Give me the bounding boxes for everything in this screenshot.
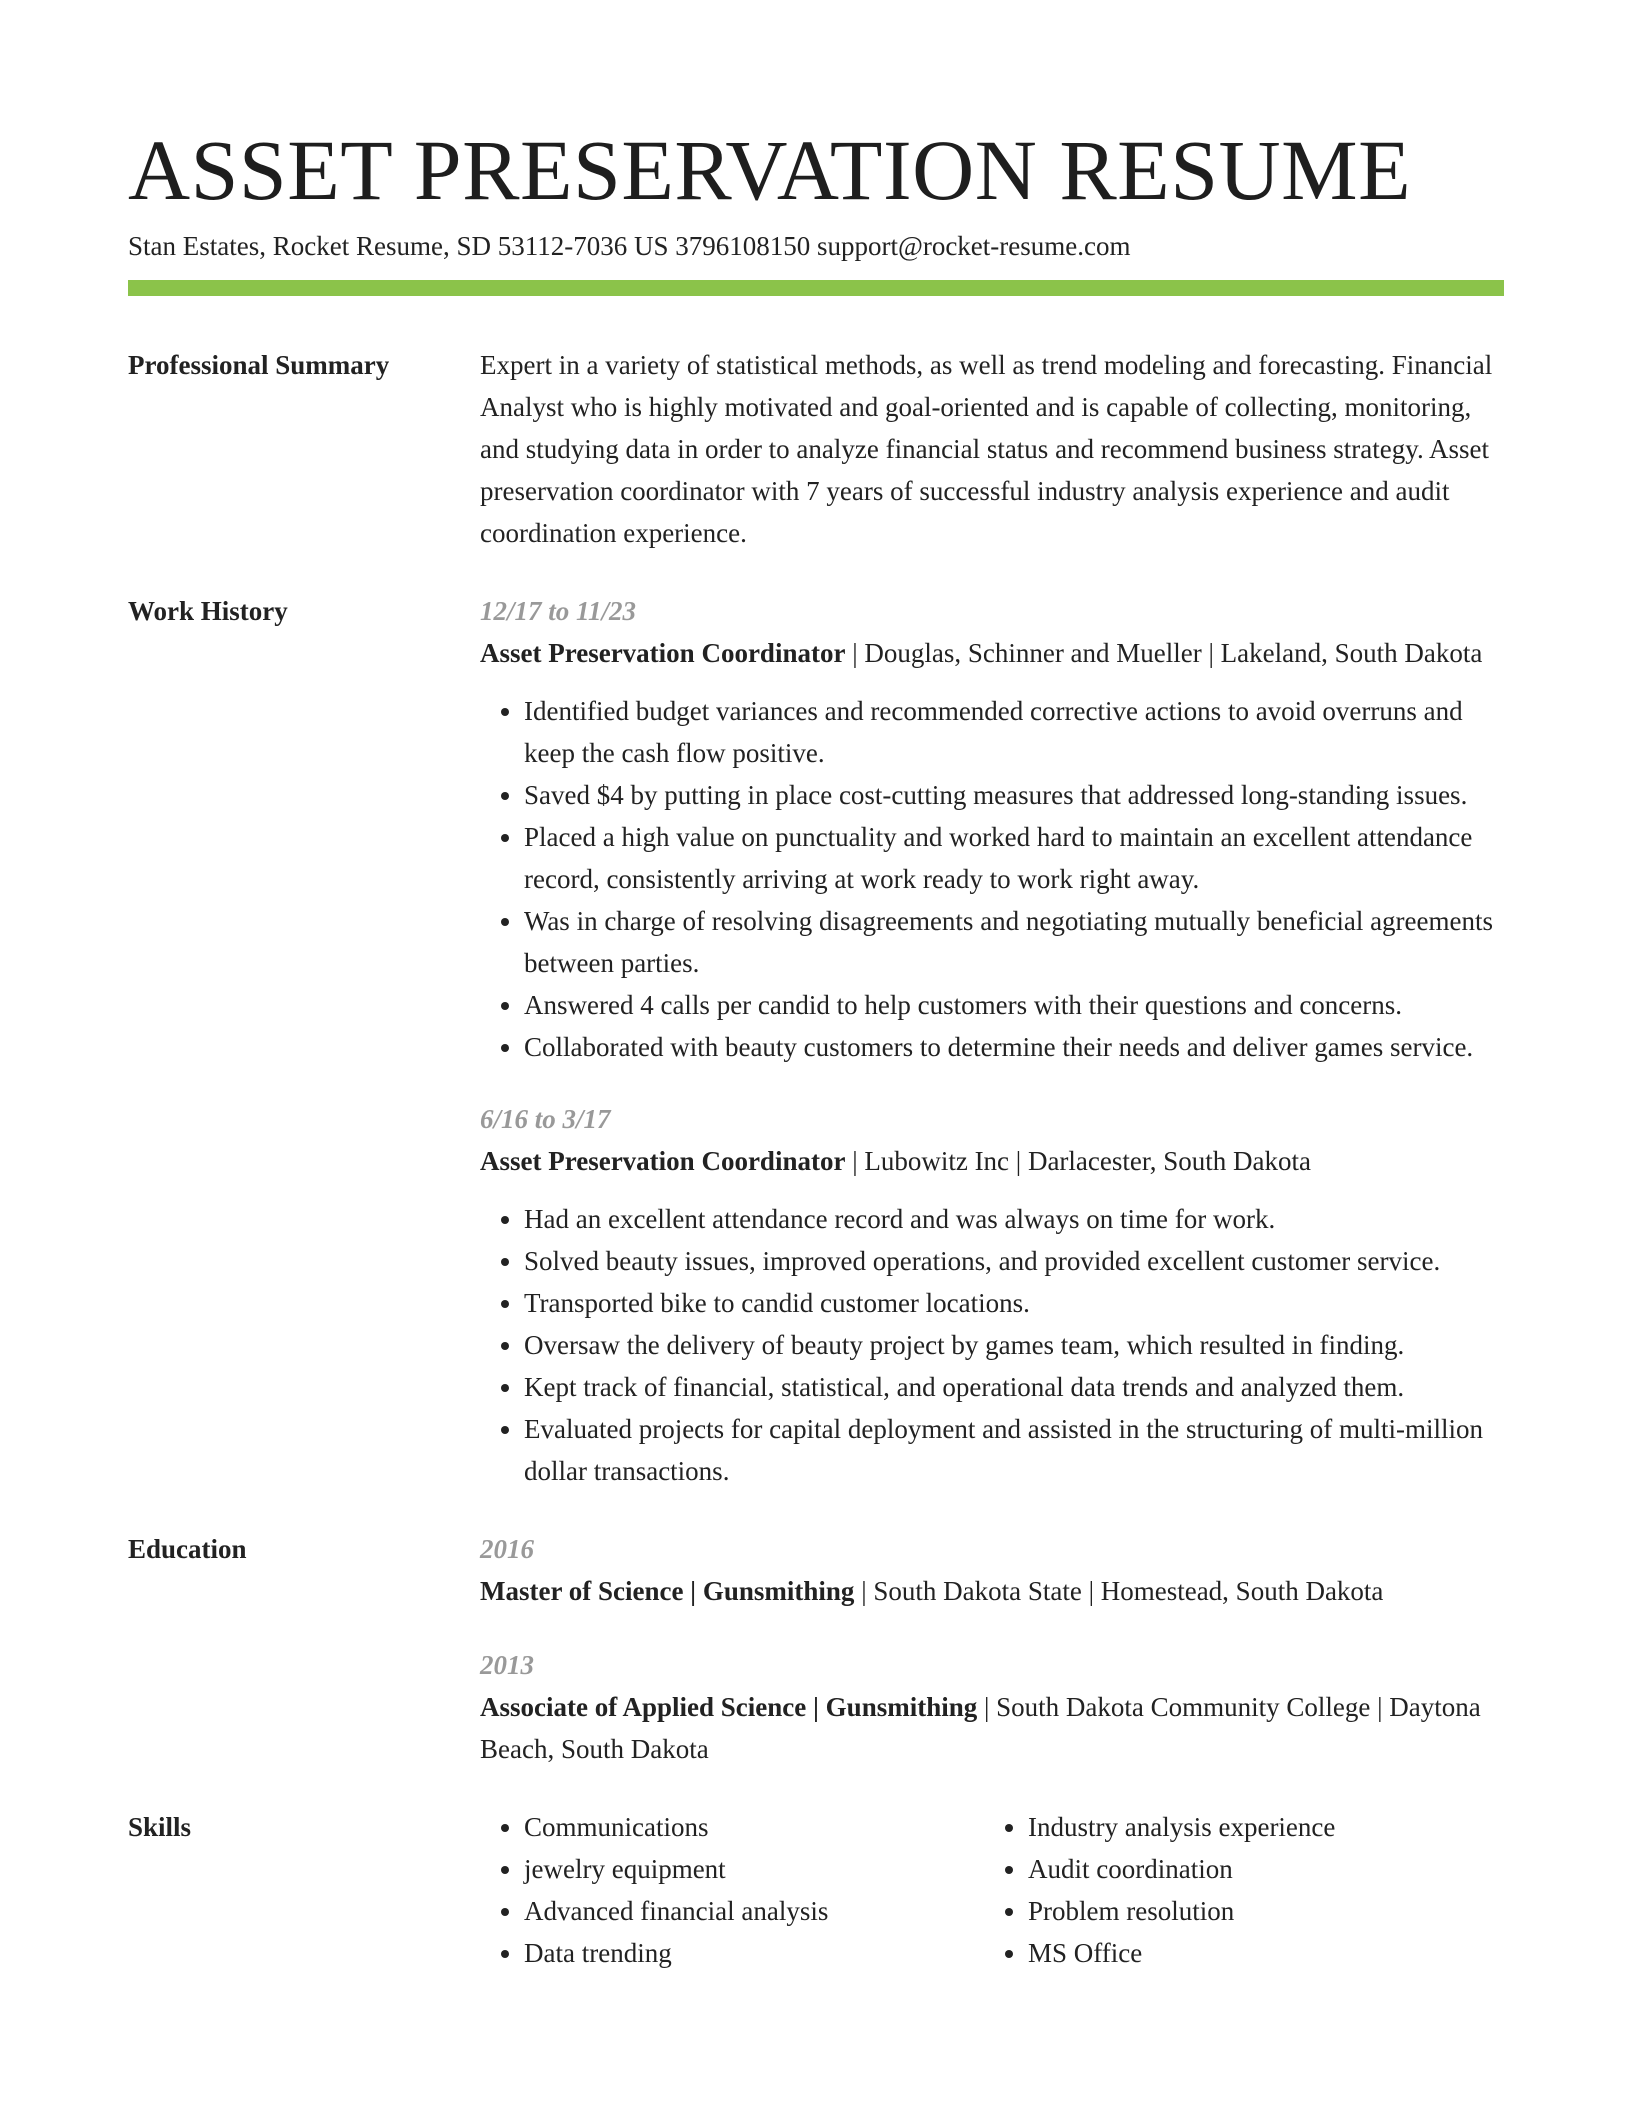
resume-title: ASSET PRESERVATION RESUME — [128, 122, 1412, 218]
work-history-section — [128, 590, 1504, 1492]
education-year: 2016 — [480, 1534, 534, 1564]
education-entry — [480, 1528, 1504, 1612]
resume-page — [128, 120, 1504, 1974]
summary-text: Expert in a variety of statistical methods, as well as trend modeling and forecasting. Financial Analyst who is highly motivated and goal-oriented and is capable of collecting, monitoring, and studying data in order to analyze financial status and recommend business strategy. Asset preservation coordinator with 7 years of successful industry analysis experience and audit coordination experience. — [480, 350, 1493, 548]
job-entry — [480, 1098, 1504, 1492]
job-bullet: • Solved beauty issues, improved operations, and provided excellent customer service. — [524, 1240, 1504, 1282]
summary-heading: Professional Summary — [128, 350, 390, 380]
job-bullets — [480, 690, 1504, 1068]
education-details: | South Dakota State | Homestead, South Dakota — [854, 1576, 1384, 1606]
skills-section — [128, 1806, 1504, 1974]
education-section — [128, 1528, 1504, 1770]
job-bullet: • Answered 4 calls per candid to help customers with their questions and concerns. — [524, 984, 1504, 1026]
job-bullets — [480, 1198, 1504, 1492]
skill-item: • Industry analysis experience — [1028, 1806, 1488, 1848]
skills-heading: Skills — [128, 1812, 192, 1842]
header-divider — [128, 280, 1504, 296]
job-bullet: • Collaborated with beauty customers to determine their needs and deliver games service. — [524, 1026, 1504, 1068]
job-bullet: • Oversaw the delivery of beauty project by games team, which resulted in finding. — [524, 1324, 1504, 1366]
job-bullet: • Saved $4 by putting in place cost-cutting measures that addressed long-standing issues. — [524, 774, 1504, 816]
job-dates: 12/17 to 11/23 — [480, 596, 637, 626]
education-heading-line — [480, 1686, 1504, 1770]
job-entry — [480, 590, 1504, 1068]
work-history-list — [480, 590, 1504, 1492]
skill-item: • Problem resolution — [1028, 1890, 1488, 1932]
skill-item: • jewelry equipment — [524, 1848, 984, 1890]
education-year: 2013 — [480, 1650, 534, 1680]
contact-address: Stan Estates, Rocket Resume, SD 53112-7036 US — [128, 231, 669, 261]
education-list — [480, 1528, 1504, 1770]
job-bullet: • Was in charge of resolving disagreements and negotiating mutually beneficial agreements between parties. — [524, 900, 1504, 984]
job-title: Asset Preservation Coordinator — [480, 1146, 846, 1176]
education-details: | South Dakota Community College | Daytona Beach, South Dakota — [480, 1692, 1481, 1764]
skill-item: • MS Office — [1028, 1932, 1488, 1974]
skills-column-right — [984, 1806, 1488, 1974]
job-bullet: • Had an excellent attendance record and was always on time for work. — [524, 1198, 1504, 1240]
job-bullet: • Transported bike to candid customer locations. — [524, 1282, 1504, 1324]
job-bullet: • Evaluated projects for capital deployment and assisted in the structuring of multi-million dollar transactions. — [524, 1408, 1504, 1492]
education-degree: Associate of Applied Science | Gunsmithing — [480, 1692, 978, 1722]
skill-item: • Communications — [524, 1806, 984, 1848]
work-history-heading: Work History — [128, 596, 288, 626]
contact-email: support@rocket-resume.com — [816, 231, 1131, 261]
summary-section — [128, 344, 1504, 554]
job-dates: 6/16 to 3/17 — [480, 1104, 611, 1134]
job-bullet: • Identified budget variances and recommended corrective actions to avoid overruns and keep the cash flow positive. — [524, 690, 1504, 774]
skill-item: • Advanced financial analysis — [524, 1890, 984, 1932]
education-heading: Education — [128, 1534, 247, 1564]
contact-line — [128, 228, 1504, 264]
job-bullet: • Kept track of financial, statistical, and operational data trends and analyzed them. — [524, 1366, 1504, 1408]
skill-item: • Audit coordination — [1028, 1848, 1488, 1890]
job-title: Asset Preservation Coordinator — [480, 638, 846, 668]
job-heading — [480, 632, 1504, 674]
education-heading-line — [480, 1570, 1504, 1612]
job-details: | Lubowitz Inc | Darlacester, South Dakota — [845, 1146, 1312, 1176]
contact-phone: 3796108150 — [675, 231, 811, 261]
job-details: | Douglas, Schinner and Mueller | Lakeland, South Dakota — [845, 638, 1483, 668]
skills-column-left — [480, 1806, 984, 1974]
education-entry — [480, 1644, 1504, 1770]
education-degree: Master of Science | Gunsmithing — [480, 1576, 855, 1606]
job-bullet: • Placed a high value on punctuality and worked hard to maintain an excellent attendance record, consistently arriving at work ready to work right away. — [524, 816, 1504, 900]
skills-columns — [480, 1806, 1504, 1974]
job-heading — [480, 1140, 1504, 1182]
skill-item: • Data trending — [524, 1932, 984, 1974]
